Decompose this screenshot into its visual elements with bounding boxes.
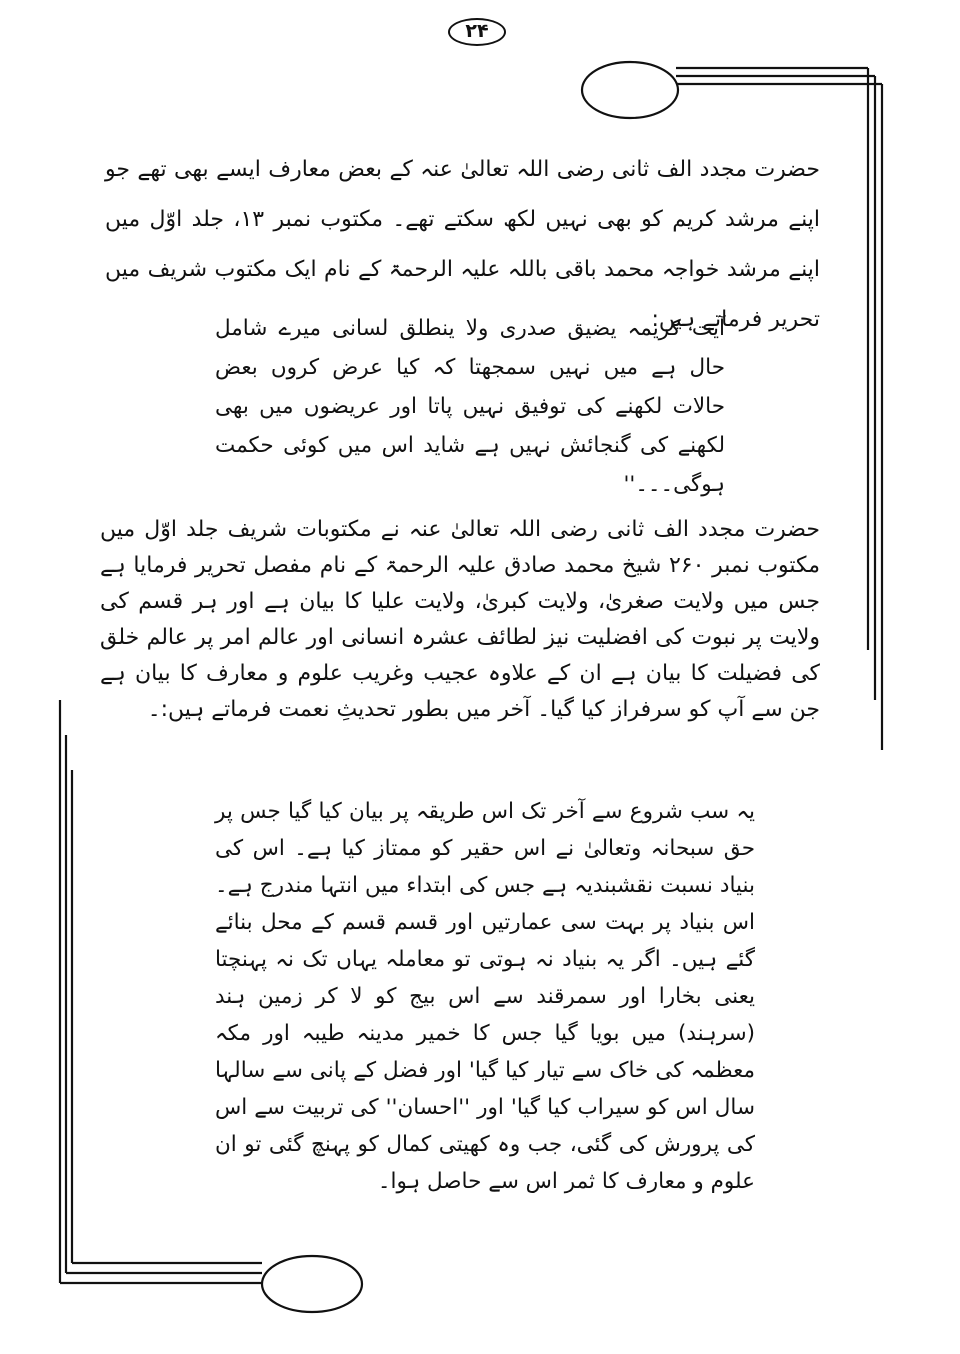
paragraph-intro-text: حضرت مجدد الف ثانی رضی اللہ تعالیٰ عنہ کے بعض معارف ایسے بھی تھے جو اپنے مرشد کریم کو بھی نہیں لکھ سکتے تھے۔ مکتوب نمبر ۱۳، جلد اوّل میں اپنے مرشد خواجہ محمد باقی باللہ علیہ الرحمۃ کے نام ایک مکتوب شریف میں تحریر فرماتے ہیں: (105, 157, 820, 332)
block-quote-2 (215, 793, 755, 1200)
paragraph-maktub-260 (100, 512, 820, 728)
page-number: ۲۴ (448, 18, 506, 46)
block-quote-2-text: یہ سب شروع سے آخر تک اس طریقہ پر بیان کیا گیا جس پر حق سبحانہ وتعالیٰ نے اس حقیر کو ممتاز کیا ہے۔ اس کی بنیاد نسبت نقشبندیہ ہے جس کی ابتداء میں انتہا مندرج ہے۔ اس بنیاد پر بہت سی عمارتیں اور قسم قسم کے محل بنائے گئے ہیں۔ اگر یہ بنیاد نہ ہوتی تو معاملہ یہاں تک نہ پہنچتا یعنی بخارا اور سمرقند سے اس بیج کو لا کر زمین ہند (سرہند) میں بویا گیا جس کا خمیر مدینہ طیبہ اور مکہ معظمہ کی خاک سے تیار کیا گیا' اور فضل کے پانی سے سالہا سال اس کو سیراب کیا گیا' اور ''احسان'' کی تربیت سے اس کی پرورش کی گئی، جب وہ کھیتی کمال کو پہنچ گئی تو ان علوم و معارف کا ثمر اس سے حاصل ہوا۔ (215, 799, 755, 1194)
bottom-ornament-oval (262, 1256, 362, 1312)
block-quote-1 (215, 309, 725, 504)
top-ornament-oval (582, 62, 678, 118)
block-quote-1-text: آیت کریمہ یضیق صدری ولا ینطلق لسانی میرے شامل حال ہے میں نہیں سمجھتا کہ کیا عرض کروں بعض حالات لکھنے کی توفیق نہیں پاتا اور عریضوں میں بھی لکھنے کی گنجائش نہیں ہے شاید اس میں کوئی حکمت ہوگی۔۔۔'' (215, 316, 725, 497)
paragraph-maktub-260-text: حضرت مجدد الف ثانی رضی اللہ تعالیٰ عنہ نے مکتوبات شریف جلد اوّل میں مکتوب نمبر ۲۶۰ شیخ محمد صادق علیہ الرحمۃ کے نام مفصل تحریر فرمایا ہے جس میں ولایت صغریٰ، ولایت کبریٰ، ولایت علیا کا بیان ہے اور ہر قسم کی ولایت پر نبوت کی افضلیت نیز لطائف عشرہ انسانی اور عالم امر پر عالم خلق کی فضیلت کا بیان ہے ان کے علاوہ عجیب وغریب علوم و معارف کا بیان ہے جن سے آپ کو سرفراز کیا گیا۔ آخر میں بطور تحدیثِ نعمت فرماتے ہیں:۔ (100, 517, 820, 722)
